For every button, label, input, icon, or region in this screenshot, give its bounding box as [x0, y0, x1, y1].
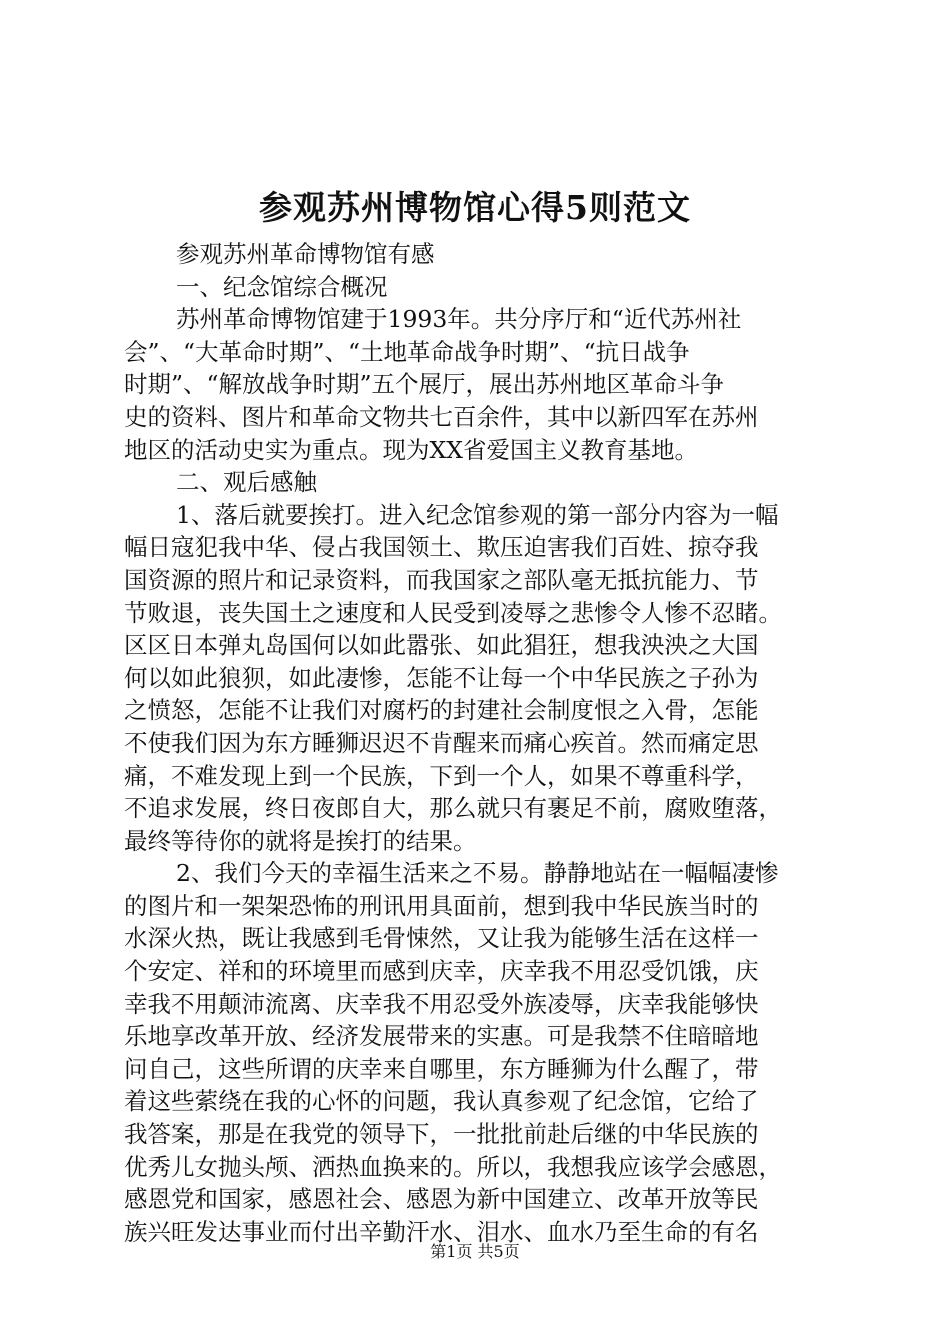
paragraph-line: 地区的活动史实为重点。现为XX省爱国主义教育基地。	[124, 435, 698, 464]
paragraph-line: 区区日本弹丸岛国何以如此嚣张、如此猖狂，想我泱泱之大国	[124, 631, 759, 660]
paragraph-line: 何以如此狼狈，如此凄惨，怎能不让每一个中华民族之子孙为	[124, 663, 759, 692]
paragraph-line: 族兴旺发达事业而付出辛勤汗水、泪水、血水乃至生命的有名	[124, 1217, 759, 1246]
paragraph-line: 之愤怒，怎能不让我们对腐朽的封建社会制度恨之入骨，怎能	[124, 696, 759, 725]
paragraph-line: 个安定、祥和的环境里而感到庆幸，庆幸我不用忍受饥饿，庆	[124, 957, 759, 986]
paragraph-line: 时期”、“解放战争时期”五个展厅，展出苏州地区革命斗争	[124, 370, 725, 399]
paragraph-line: 会”、“大革命时期”、“土地革命战争时期”、“抗日战争	[124, 337, 690, 366]
paragraph-line: 苏州革命博物馆建于1993年。共分序厅和“近代苏州社	[176, 305, 742, 334]
paragraph-line: 1、落后就要挨打。进入纪念馆参观的第一部分内容为一幅	[176, 500, 779, 529]
paragraph-line: 不使我们因为东方睡狮迟迟不肯醒来而痛心疾首。然而痛定思	[124, 728, 759, 757]
paragraph-line: 的图片和一架架恐怖的刑讯用具面前，想到我中华民族当时的	[124, 891, 759, 920]
paragraph-line: 感恩党和国家，感恩社会、感恩为新中国建立、改革开放等民	[124, 1185, 759, 1214]
section-heading-impressions: 二、观后感触	[176, 468, 317, 497]
paragraph-line: 问自己，这些所谓的庆幸来自哪里，东方睡狮为什么醒了，带	[124, 1054, 759, 1083]
paragraph-line: 幅日寇犯我中华、侵占我国领土、欺压迫害我们百姓、掠夺我	[124, 533, 759, 562]
paragraph-line: 2、我们今天的幸福生活来之不易。静静地站在一幅幅凄惨	[176, 859, 779, 888]
section-heading-overview: 一、纪念馆综合概况	[176, 272, 388, 301]
paragraph-line: 着这些萦绕在我的心怀的问题，我认真参观了纪念馆，它给了	[124, 1087, 759, 1116]
paragraph-line: 最终等待你的就将是挨打的结果。	[124, 826, 477, 855]
section-subtitle: 参观苏州革命博物馆有感	[176, 240, 435, 268]
paragraph-line: 史的资料、图片和革命文物共七百余件，其中以新四军在苏州	[124, 402, 759, 431]
paragraph-line: 水深火热，既让我感到毛骨悚然，又让我为能够生活在这样一	[124, 924, 759, 953]
paragraph-line: 不追求发展，终日夜郎自大，那么就只有裹足不前，腐败堕落，	[124, 794, 782, 823]
document-body	[124, 238, 836, 1248]
paragraph-line: 节败退，丧失国土之速度和人民受到凌辱之悲惨令人惨不忍睹。	[124, 598, 782, 627]
document-title: 参观苏州博物馆心得5则范文	[259, 188, 691, 227]
paragraph-line: 痛，不难发现上到一个民族，下到一个人，如果不尊重科学，	[124, 761, 759, 790]
page-number-footer: 第1页 共5页	[430, 1242, 520, 1261]
paragraph-line: 幸我不用颠沛流离、庆幸我不用忍受外族凌辱，庆幸我能够快	[124, 989, 759, 1018]
paragraph-line: 乐地享改革开放、经济发展带来的实惠。可是我禁不住暗暗地	[124, 1022, 759, 1051]
paragraph-line: 优秀儿女抛头颅、洒热血换来的。所以，我想我应该学会感恩，	[124, 1152, 782, 1181]
paragraph-line: 国资源的照片和记录资料，而我国家之部队毫无抵抗能力、节	[124, 565, 759, 594]
paragraph-line: 我答案，那是在我党的领导下，一批批前赴后继的中华民族的	[124, 1120, 759, 1149]
